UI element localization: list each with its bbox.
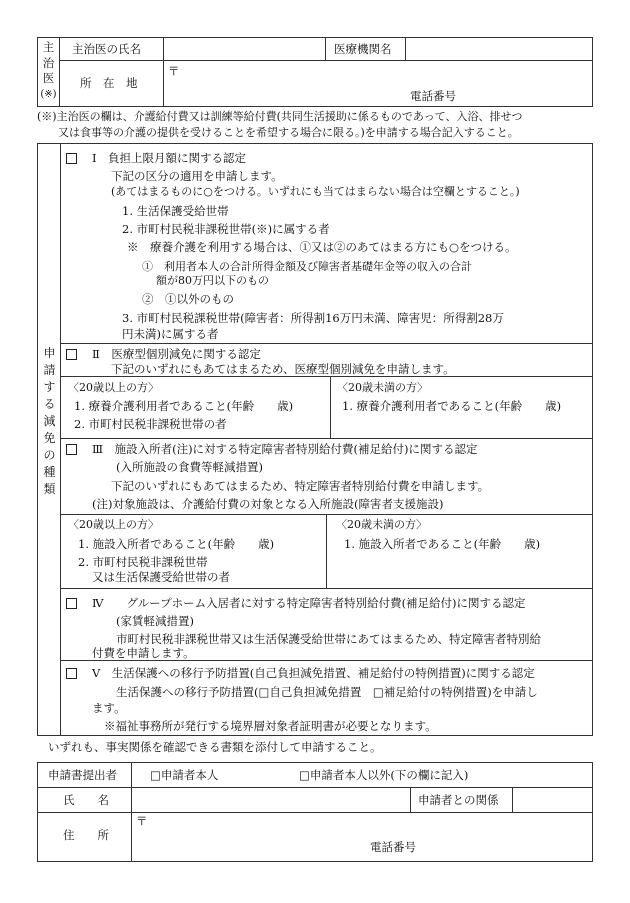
sec1-item3-cont: 円未満)に属する者: [122, 327, 219, 341]
sec1-sub1[interactable]: ① 利用者本人の合計所得金額及び障害者基礎年金等の収入の合計: [142, 260, 472, 273]
sec4-body-cont: 付費を申請します。: [92, 646, 195, 660]
option-other[interactable]: □申請者本人以外(下の欄に記入): [299, 768, 469, 782]
submitter-label: 申請書提出者: [48, 768, 117, 782]
sec2-left-head: 〈20歳以上の方〉: [68, 381, 159, 394]
sec1-item3[interactable]: 3. 市町村民税課税世帯(障害者：所得割16万円未満、障害児：所得割28万: [122, 311, 504, 325]
sec3-left-head: 〈20歳以上の方〉: [68, 518, 159, 531]
submitter-address-label: 住 所: [63, 828, 109, 842]
sec5-note: ※福祉事務所が発行する境界層対象者証明書が必要となります。: [104, 719, 437, 733]
sec4-checkbox[interactable]: [66, 598, 77, 609]
physician-address-input[interactable]: [164, 61, 592, 106]
relation-input[interactable]: [513, 788, 592, 811]
submitter-postal-mark: 〒: [136, 814, 148, 828]
postal-mark: 〒: [168, 64, 180, 78]
sec3-note: (注)対象施設は、介護給付費の対象となる入所施設(障害者支援施設): [92, 497, 444, 511]
sec2-title: Ⅱ 医療型個別減免に関する認定: [92, 347, 261, 361]
sec5-body-cont: ます。: [92, 701, 126, 715]
physician-note-cont: 又は食事等の介護の提供を受けることを希望する場合に限る。)を申請する場合記入すること。: [58, 126, 519, 139]
sec1-checkbox[interactable]: [66, 153, 77, 164]
sec3-title: Ⅲ 施設入所者(注)に対する特定障害者特別給付費(補足給付)に関する認定: [92, 442, 478, 456]
sec1-item2[interactable]: 2. 市町村民税非課税世帯(※)に属する者: [122, 222, 330, 236]
sec3-right-head: 〈20歳未満の方〉: [336, 518, 427, 531]
sec4-body: 市町村民税非課税世帯又は生活保護受給世帯にあてはまるため、特定障害者特別給: [116, 632, 542, 646]
sec1-instruction: (あてはまるものに○をつける。いずれにも当てはまらない場合は空欄とすること。): [111, 185, 520, 198]
sec3-subtitle: (入所施設の食費等軽減措置): [116, 460, 263, 474]
sec3-left-item1[interactable]: 1. 施設入所者であること(年齢 歳): [78, 537, 275, 551]
sec3-right-item1[interactable]: 1. 施設入所者であること(年齢 歳): [344, 537, 541, 551]
sec3-left-item2[interactable]: 2. 市町村民税非課税世帯: [78, 555, 208, 569]
sec1-intro: 下記の区分の適用を申請します。: [111, 169, 283, 183]
physician-name-label: 主治医の氏名: [72, 42, 141, 56]
sec5-body: 生活保護への移行予防措置(□自己負担減免措置 □補足給付の特例措置)を申請し: [116, 685, 538, 699]
relation-label: 申請者との関係: [418, 793, 499, 807]
phone-label: 電話番号: [410, 89, 456, 103]
sec1-note: ※ 療養介護を利用する場合は、①又は②のあてはまる方にも○をつける。: [127, 240, 517, 254]
sec3-checkbox[interactable]: [66, 444, 77, 455]
submitter-phone-label: 電話番号: [370, 840, 416, 854]
reduction-side-label: 申 請 す る 減 免 の 種 類: [43, 346, 56, 496]
physician-side-label: 主 治 医 (※): [40, 40, 57, 100]
sec1-item1[interactable]: 1. 生活保護受給世帯: [122, 204, 229, 218]
submitter-address-input[interactable]: [132, 813, 592, 861]
physician-name-input[interactable]: [164, 38, 324, 59]
sec2-intro: 下記のいずれにもあてはまるため、医療型個別減免を申請します。: [111, 362, 455, 376]
sec4-title: Ⅳ グループホーム入居者に対する特定障害者特別給付費(補足給付)に関する認定: [92, 596, 526, 610]
sec5-checkbox[interactable]: [66, 668, 77, 679]
sec2-right-head: 〈20歳未満の方〉: [337, 381, 428, 394]
institution-label: 医療機関名: [334, 42, 392, 56]
sec1-title: Ⅰ 負担上限月額に関する認定: [92, 151, 247, 165]
physician-note: (※)主治医の欄は、介護給付費又は訓練等給付費(共同生活援助に係るものであって、入浴、排せつ: [37, 110, 523, 123]
sec2-left-item1[interactable]: 1. 療養介護利用者であること(年齢 歳): [74, 399, 294, 413]
sec3-left-item2-cont: 又は生活保護受給世帯の者: [92, 570, 230, 584]
sec1-sub2[interactable]: ② ①以外のもの: [142, 292, 234, 306]
institution-input[interactable]: [406, 38, 592, 59]
submitter-name-label: 氏 名: [63, 793, 109, 807]
sec2-left-item2[interactable]: 2. 市町村民税非課税世帯の者: [74, 417, 227, 431]
sec4-subtitle: (家賃軽減措置): [116, 614, 194, 628]
sec1-sub1-cont: 額が80万円以下のもの: [156, 274, 269, 287]
option-self[interactable]: □申請者本人: [150, 768, 219, 782]
sec5-title: Ⅴ 生活保護への移行予防措置(自己負担減免措置、補足給付の特例措置)に関する認定: [92, 666, 535, 680]
physician-address-label: 所 在 地: [80, 76, 138, 90]
sec2-checkbox[interactable]: [66, 349, 77, 360]
sec3-intro: 下記のいずれにもあてはまるため、特定障害者特別給付費を申請します。: [111, 479, 490, 493]
sec2-right-item1[interactable]: 1. 療養介護利用者であること(年齢 歳): [342, 399, 562, 413]
submitter-name-input[interactable]: [132, 788, 409, 811]
attach-note: いずれも、事実関係を確認できる書類を添付して申請すること。: [48, 740, 382, 754]
